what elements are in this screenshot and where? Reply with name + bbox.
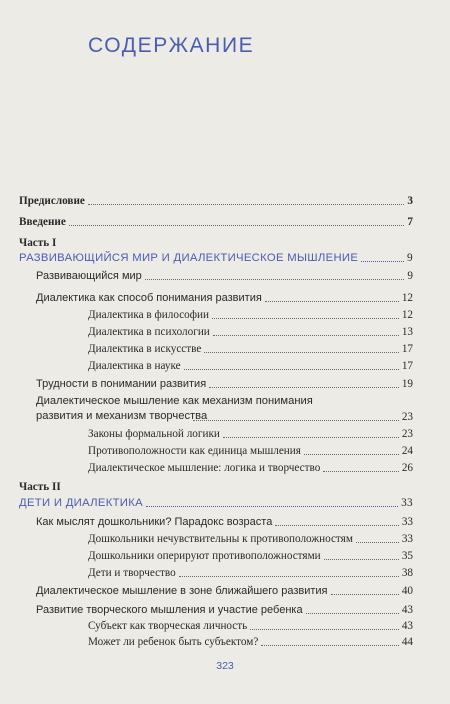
toc-entry-page: 12 xyxy=(401,309,413,321)
toc-entry-title: Диалектическое мышление в зоне ближайшего развития xyxy=(36,585,328,597)
toc-leader xyxy=(331,594,399,595)
toc-entry-title: Диалектика в искусстве xyxy=(88,343,202,355)
toc-subentry[interactable] xyxy=(88,325,413,339)
toc-entry-page: 33 xyxy=(401,497,413,509)
toc-leader xyxy=(306,613,399,614)
toc-subentry[interactable] xyxy=(88,444,413,458)
toc-subentry[interactable] xyxy=(88,635,413,649)
section-title: РАЗВИВАЮЩИЙСЯ МИР И ДИАЛЕКТИЧЕСКОЕ МЫШЛЕНИЕ xyxy=(19,252,359,264)
toc-entry-page: 44 xyxy=(401,636,413,648)
toc-entry[interactable] xyxy=(36,291,413,305)
toc-entry-title: Как мыслят дошкольники? Парадокс возраста xyxy=(36,516,273,528)
toc-entry-title: Развивающийся мир xyxy=(36,270,142,282)
toc-entry-title: Диалектика в психологии xyxy=(88,326,210,338)
toc-subentry[interactable] xyxy=(88,308,413,322)
toc-entry[interactable] xyxy=(36,515,413,529)
toc-subentry[interactable] xyxy=(88,342,413,356)
toc-entry-page: 9 xyxy=(407,252,413,264)
toc-entry-title: Дошкольники нечувствительны к противоположностям xyxy=(88,533,353,545)
toc-entry-page: 23 xyxy=(401,428,413,440)
toc-entry-page: 3 xyxy=(407,195,413,207)
toc-leader xyxy=(223,437,399,438)
toc-subentry[interactable] xyxy=(88,461,413,475)
toc-entry-title: Законы формальной логики xyxy=(88,428,220,440)
toc-entry-multiline[interactable] xyxy=(36,410,413,424)
page-number: 323 xyxy=(216,660,234,672)
toc-subentry[interactable] xyxy=(88,549,413,563)
toc-entry-line: Диалектическое мышление как механизм понимания xyxy=(36,395,313,407)
toc-leader xyxy=(209,387,399,388)
toc-entry-title: Введение xyxy=(19,216,66,228)
toc-entry-title: Дошкольники оперируют противоположностями xyxy=(88,550,321,562)
toc-leader xyxy=(361,261,404,262)
toc-leader xyxy=(213,335,399,336)
toc-leader xyxy=(356,542,399,543)
toc-entry-page: 17 xyxy=(401,360,413,372)
toc-entry-page: 7 xyxy=(407,216,413,228)
toc-leader xyxy=(69,225,405,226)
toc-leader xyxy=(193,420,399,421)
toc-subentry[interactable] xyxy=(88,359,413,373)
toc-entry-title: Диалектика в философии xyxy=(88,309,209,321)
section-title: ДЕТИ И ДИАЛЕКТИКА xyxy=(19,497,143,509)
toc-entry-title: Трудности в понимании развития xyxy=(36,378,207,390)
toc-leader xyxy=(265,301,399,302)
toc-subentry[interactable] xyxy=(88,427,413,441)
toc-leader xyxy=(146,506,398,507)
toc-entry[interactable] xyxy=(36,584,413,598)
toc-entry-title: Диалектика как способ понимания развития xyxy=(36,292,262,304)
toc-entry-page: 35 xyxy=(401,550,413,562)
toc-entry-title: Дети и творчество xyxy=(88,567,176,579)
toc-subentry[interactable] xyxy=(88,619,413,633)
toc-leader xyxy=(212,318,399,319)
toc-entry-title: Субъект как творческая личность xyxy=(88,620,248,632)
toc-entry-page: 9 xyxy=(407,270,413,282)
toc-entry-title: Диалектическое мышление: логика и творчество xyxy=(88,462,321,474)
toc-entry-intro[interactable] xyxy=(19,215,413,229)
toc-entry-page: 26 xyxy=(401,462,413,474)
toc-entry-page: 38 xyxy=(401,567,413,579)
toc-leader xyxy=(204,352,398,353)
toc-leader xyxy=(88,204,405,205)
toc-subentry[interactable] xyxy=(88,566,413,580)
toc-leader xyxy=(275,525,398,526)
toc-entry-page: 40 xyxy=(401,585,413,597)
part-label: Часть I xyxy=(19,237,57,249)
toc-leader xyxy=(261,645,398,646)
toc-entry-page: 43 xyxy=(401,620,413,632)
toc-entry-line: развития и механизм творчества xyxy=(36,410,208,422)
toc-entry-title: Может ли ребенок быть субъектом? xyxy=(88,636,259,648)
toc-entry-page: 43 xyxy=(401,604,413,616)
toc-entry-title: Развитие творческого мышления и участие ребенка xyxy=(36,604,303,616)
toc-leader xyxy=(304,454,399,455)
toc-entry-page: 13 xyxy=(401,326,413,338)
toc-entry-page: 12 xyxy=(401,292,413,304)
toc-section-part1[interactable] xyxy=(19,251,413,265)
toc-leader xyxy=(323,471,399,472)
toc-entry[interactable] xyxy=(36,269,413,283)
toc-leader xyxy=(184,369,399,370)
page-title: СОДЕРЖАНИЕ xyxy=(88,34,255,57)
toc-entry-title: Диалектика в науке xyxy=(88,360,181,372)
toc-entry-page: 33 xyxy=(401,533,413,545)
toc-leader xyxy=(145,279,405,280)
toc-subentry[interactable] xyxy=(88,532,413,546)
part-label: Часть II xyxy=(19,481,61,493)
toc-entry-page: 19 xyxy=(401,378,413,390)
toc-entry[interactable] xyxy=(36,377,413,391)
toc-entry-title: Предисловие xyxy=(19,195,85,207)
toc-leader xyxy=(179,576,399,577)
toc-entry-page: 17 xyxy=(401,343,413,355)
toc-entry-page: 24 xyxy=(401,445,413,457)
toc-leader xyxy=(324,559,399,560)
toc-leader xyxy=(250,629,399,630)
toc-section-part2[interactable] xyxy=(19,496,413,510)
toc-entry-preface[interactable] xyxy=(19,194,413,208)
toc-entry[interactable] xyxy=(36,603,413,617)
toc-entry-page: 23 xyxy=(401,411,413,423)
toc-entry-page: 33 xyxy=(401,516,413,528)
toc-entry-title: Противоположности как единица мышления xyxy=(88,445,301,457)
